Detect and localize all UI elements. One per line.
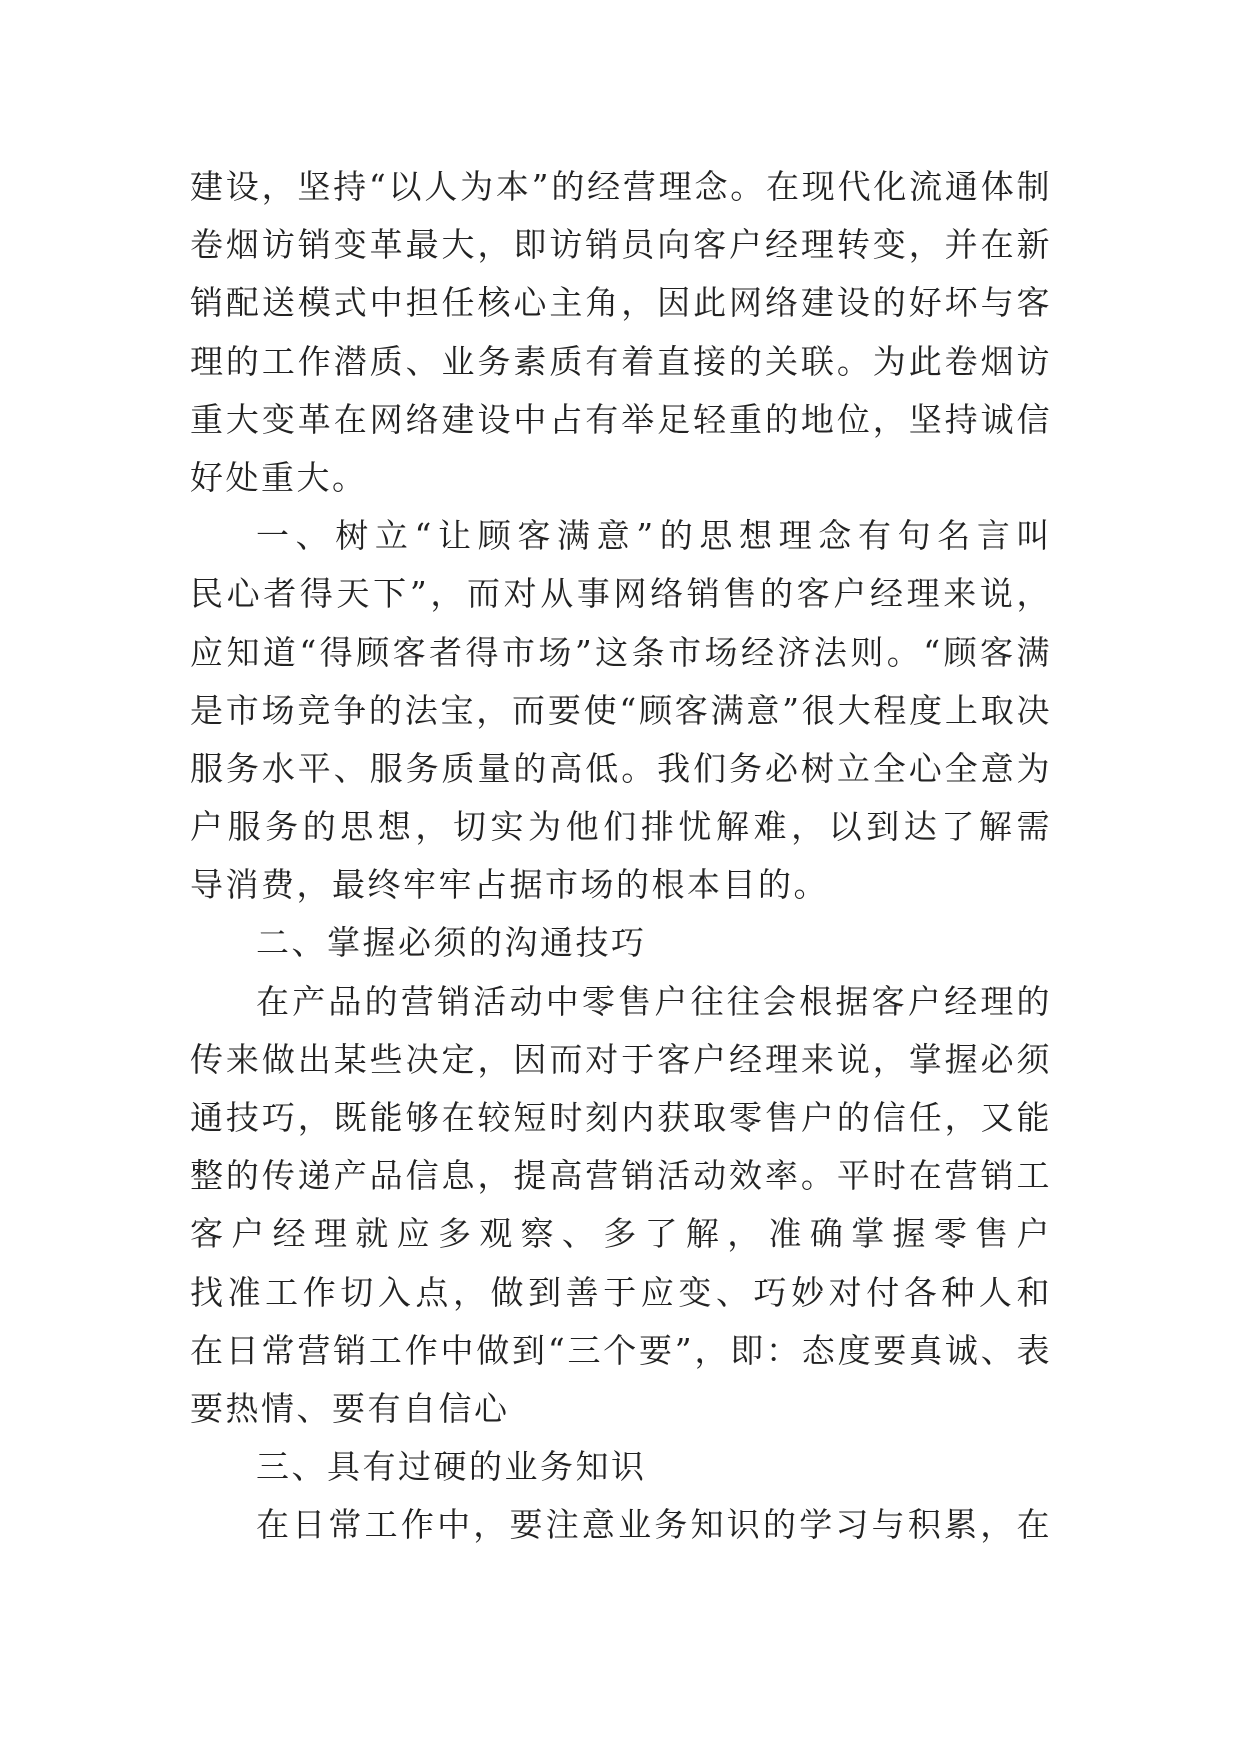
text-line: 找准工作切入点，做到善于应变、巧妙对付各种人和 [190,1272,1052,1312]
text-line: 二、掌握必须的沟通技巧 [256,923,647,963]
text-line: 在日常营销工作中做到“三个要”，即：态度要真诚、表 [190,1330,1052,1370]
text-line: 户服务的思想，切实为他们排忧解难，以到达了解需 [190,807,1052,847]
text-line: 导消费，最终牢牢占据市场的根本目的。 [190,865,829,905]
text-line: 传来做出某些决定，因而对于客户经理来说，掌握必须 [190,1039,1052,1079]
text-line: 理的工作潜质、业务素质有着直接的关联。为此卷烟访 [190,341,1052,381]
text-line: 应知道“得顾客者得市场”这条市场经济法则。“顾客满 [190,632,1052,672]
text-line: 建设，坚持“以人为本”的经营理念。在现代化流通体制 [190,167,1052,206]
text-line: 民心者得天下”，而对从事网络销售的客户经理来说， [190,574,1052,614]
document-body [190,158,1052,1555]
text-line: 在日常工作中，要注意业务知识的学习与积累，在 [256,1505,1052,1545]
text-line: 整的传递产品信息，提高营销活动效率。平时在营销工 [190,1156,1052,1196]
text-line: 三、具有过硬的业务知识 [256,1447,647,1487]
text-line: 卷烟访销变革最大，即访销员向客户经理转变，并在新 [190,225,1052,265]
text-line: 重大变革在网络建设中占有举足轻重的地位，坚持诚信 [190,399,1052,439]
text-line: 好处重大。 [190,457,368,497]
text-line: 通技巧，既能够在较短时刻内获取零售户的信任，又能 [190,1098,1052,1137]
text-line: 一、树立“让顾客满意”的思想理念有句名言叫 [256,516,1052,556]
text-line: 在产品的营销活动中零售户往往会根据客户经理的 [256,981,1052,1021]
text-line: 销配送模式中担任核心主角，因此网络建设的好坏与客 [190,283,1052,323]
text-line: 要热情、要有自信心 [190,1388,510,1428]
text-line: 服务水平、服务质量的高低。我们务必树立全心全意为 [190,748,1052,788]
text-line: 是市场竞争的法宝，而要使“顾客满意”很大程度上取决 [190,690,1052,730]
text-line: 客户经理就应多观察、多了解，准确掌握零售户 [190,1214,1052,1254]
